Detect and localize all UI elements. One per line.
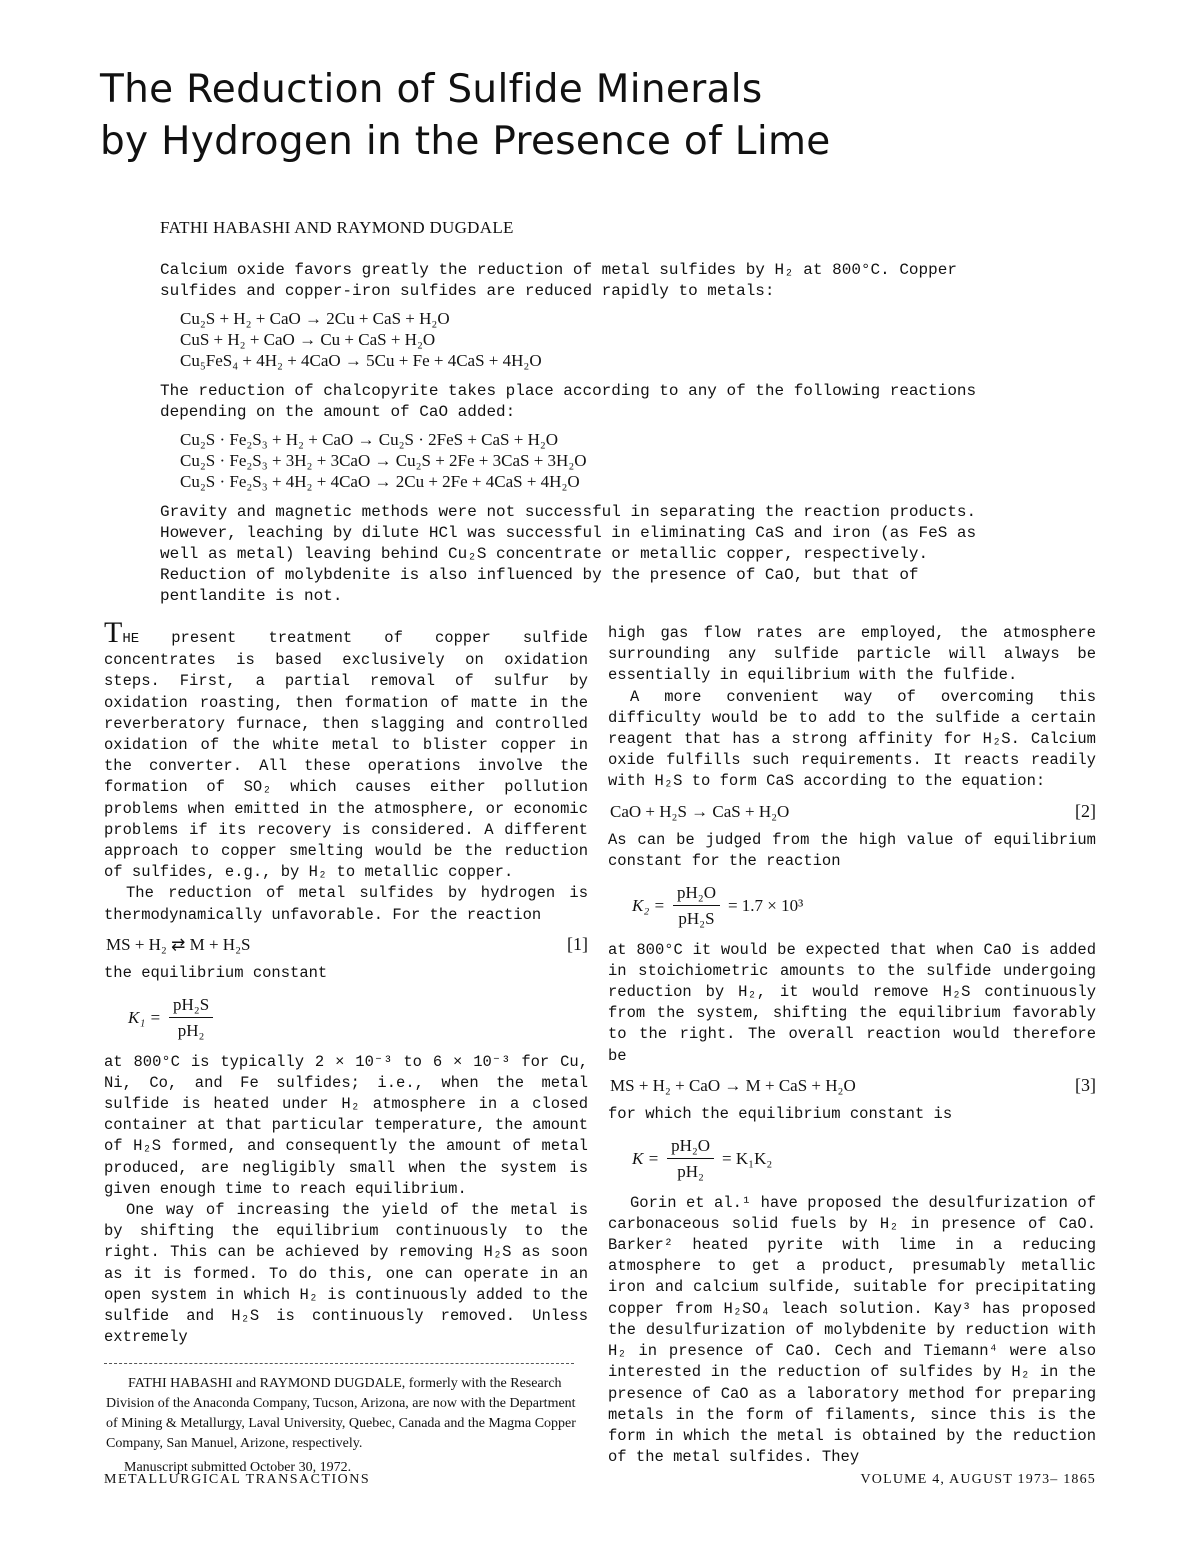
- fraction-denominator: pH₂: [677, 1162, 704, 1182]
- fraction: [169, 994, 213, 1041]
- equation-text: CaO + H₂S → CaS + H₂O: [610, 801, 790, 821]
- fraction-numerator: pH₂O: [667, 1135, 714, 1159]
- footnote-divider: [104, 1363, 574, 1364]
- abstract-paragraph: Gravity and magnetic methods were not successful in separating the reaction products. However, leaching by dilute HCl was successful in eliminating CaS and iron (as FeS as well as metal) leaving behind Cu₂S concentrate or metallic copper, respectively. Reduction of molybdenite is also influenced by the presence of CaO, but that of pentlandite is not.: [160, 503, 977, 605]
- abstract: [160, 260, 990, 613]
- drop-cap: T: [104, 616, 123, 649]
- body-paragraph: One way of increasing the yield of the metal is by shifting the equilibrium continuously to the right. This can be achieved by removing H₂S as soon as it is formed. To do this, one can operate in an open system in which H₂ is continuously added to the sulfide and H₂S is continuously removed. Unless extremely: [104, 1201, 588, 1347]
- body-paragraph: high gas flow rates are employed, the atmosphere surrounding any sulfide particle will always be essentially in equilibrium with the fulfide.: [608, 624, 1096, 685]
- body-paragraph: at 800°C is typically 2 × 10⁻³ to 6 × 10⁻³ for Cu, Ni, Co, and Fe sulfides; i.e., when the metal sulfide is heated under H₂ atmosphere in a closed container at that particular temperature, the amount of H₂S formed, and consequently the amount of metal produced, are negligibly small when the system is given enough time to reach equilibrium.: [104, 1052, 588, 1198]
- left-column: [104, 616, 588, 1478]
- equation: Cu₂S · Fe₂S₃ + H₂ + CaO → Cu₂S · 2FeS + CaS + H₂O: [180, 430, 559, 449]
- fraction-numerator: pH₂O: [673, 882, 720, 906]
- abstract-equations-copper: [160, 308, 990, 371]
- manuscript-date: Manuscript submitted October 30, 1972.: [124, 1459, 352, 1475]
- right-column: [608, 623, 1096, 1468]
- paragraph-text: present treatment of copper sulfide concentrates is based exclusively on oxidation steps. First, a partial removal of sulfur by oxidation roasting, then formation of matte in the reverberatory furnace, then slagging and controlled oxidation of the white metal to blister copper in the converter. All these operations involve the formation of SO₂ which causes either pollution problems when emitted in the atmosphere, or economic problems if its recovery is considered. A different approach to copper smelting would be the reduction of sulfides, e.g., by H₂ to metallic copper.: [104, 629, 588, 882]
- body-paragraph: As can be judged from the high value of equilibrium constant for the reaction: [608, 830, 1096, 871]
- body-paragraph: The reduction of metal sulfides by hydrogen is thermodynamically unfavorable. For the reaction: [104, 884, 588, 924]
- abstract-paragraph: The reduction of chalcopyrite takes place according to any of the following reactions depending on the amount of CaO added:: [160, 382, 977, 421]
- body-paragraph: A more convenient way of overcoming this difficulty would be to add to the sulfide a certain reagent that has a strong affinity for H₂S. Calcium oxide fulfills such requirements. It reacts readily with H₂S to form CaS according to the equation:: [608, 687, 1096, 791]
- equation-rhs: = 1.7 × 10³: [727, 896, 804, 916]
- title-line-1: The Reduction of Sulfide Minerals: [100, 67, 763, 112]
- equation-lhs: K₁ =: [128, 1008, 161, 1028]
- footnote-text: FATHI HABASHI and RAYMOND DUGDALE, formerly with the Research Division of the Anaconda Company, Tucson, Arizona, are now with the Department of Mining & Metallurgy, Laval University, Quebec, Canada and the Magma Copper Company, San Manuel, Arizone, respectively.: [106, 1375, 576, 1451]
- fraction: [667, 1135, 714, 1182]
- body-paragraph: the equilibrium constant: [104, 964, 328, 983]
- equation-k1: [128, 994, 588, 1041]
- abstract-paragraph: Calcium oxide favors greatly the reduction of metal sulfides by H₂ at 800°C. Copper sulfides and copper-iron sulfides are reduced rapidly to metals:: [160, 261, 957, 300]
- equation-text: MS + H₂ + CaO → M + CaS + H₂O: [610, 1075, 856, 1095]
- equation-number: [3]: [1075, 1074, 1096, 1095]
- equation: Cu₅FeS₄ + 4H₂ + 4CaO → 5Cu + Fe + 4CaS + 4H₂O: [180, 351, 542, 370]
- fraction: [673, 882, 720, 929]
- equation: CuS + H₂ + CaO → Cu + CaS + H₂O: [180, 330, 436, 349]
- author-footnote: [104, 1374, 588, 1478]
- fraction-denominator: pH₂: [177, 1021, 205, 1041]
- equation-lhs: K =: [632, 1149, 660, 1169]
- volume-page: VOLUME 4, AUGUST 1973– 1865: [860, 1472, 1096, 1487]
- equation: Cu₂S + H₂ + CaO → 2Cu + CaS + H₂O: [180, 309, 450, 328]
- equation-lhs: K₂ =: [632, 896, 665, 916]
- equation-k2: [632, 882, 1096, 929]
- equation-1: [104, 934, 588, 955]
- body-paragraph: at 800°C it would be expected that when CaO is added in stoichiometric amounts to the sulfide undergoing reduction by H₂, it would remove H₂S continuously from the system, shifting the equilibrium favorably to the right. The overall reaction would therefore be: [608, 940, 1096, 1065]
- equation-3: [608, 1075, 1096, 1096]
- fraction-denominator: pH₂S: [678, 909, 715, 929]
- abstract-equations-chalcopyrite: [160, 429, 990, 492]
- body-paragraph: Gorin et al.¹ have proposed the desulfurization of carbonaceous solid fuels by H₂ in presence of CaO. Barker² heated pyrite with lime in a reducing atmosphere to get a product, presumably metallic iron and calcium sulfide, suitable for precipitating copper from H₂SO₄ leach solution. Kay³ has proposed the desulfurization of molybdenite by reduction with H₂ in presence of CaO. Cech and Tiemann⁴ were also interested in the reduction of sulfides by H₂ in the presence of CaO as a laboratory method for preparing metals in the form of filaments, since this is the form in which the metal is obtained by the reduction of the metal sulfides. They: [608, 1193, 1096, 1467]
- equation-text: MS + H₂ ⇄ M + H₂S: [106, 934, 251, 954]
- journal-name: METALLURGICAL TRANSACTIONS: [104, 1472, 371, 1487]
- body-paragraph: for which the equilibrium constant is: [608, 1105, 953, 1124]
- small-caps: HE: [122, 631, 140, 647]
- equation-2: [608, 801, 1096, 822]
- equation: Cu₂S · Fe₂S₃ + 3H₂ + 3CaO → Cu₂S + 2Fe + 3CaS + 3H₂O: [180, 451, 587, 470]
- equation-number: [2]: [1075, 800, 1096, 821]
- equation-number: [1]: [567, 933, 588, 954]
- equation-k: [632, 1135, 1096, 1182]
- equation: Cu₂S · Fe₂S₃ + 4H₂ + 4CaO → 2Cu + 2Fe + 4CaS + 4H₂O: [180, 472, 580, 491]
- article-title: [100, 64, 1100, 168]
- authors: FATHI HABASHI AND RAYMOND DUGDALE: [160, 218, 514, 237]
- equation-rhs: = K₁K₂: [722, 1149, 773, 1169]
- fraction-numerator: pH₂S: [169, 994, 213, 1018]
- title-line-2: by Hydrogen in the Presence of Lime: [100, 119, 831, 164]
- body-paragraph: [104, 616, 588, 883]
